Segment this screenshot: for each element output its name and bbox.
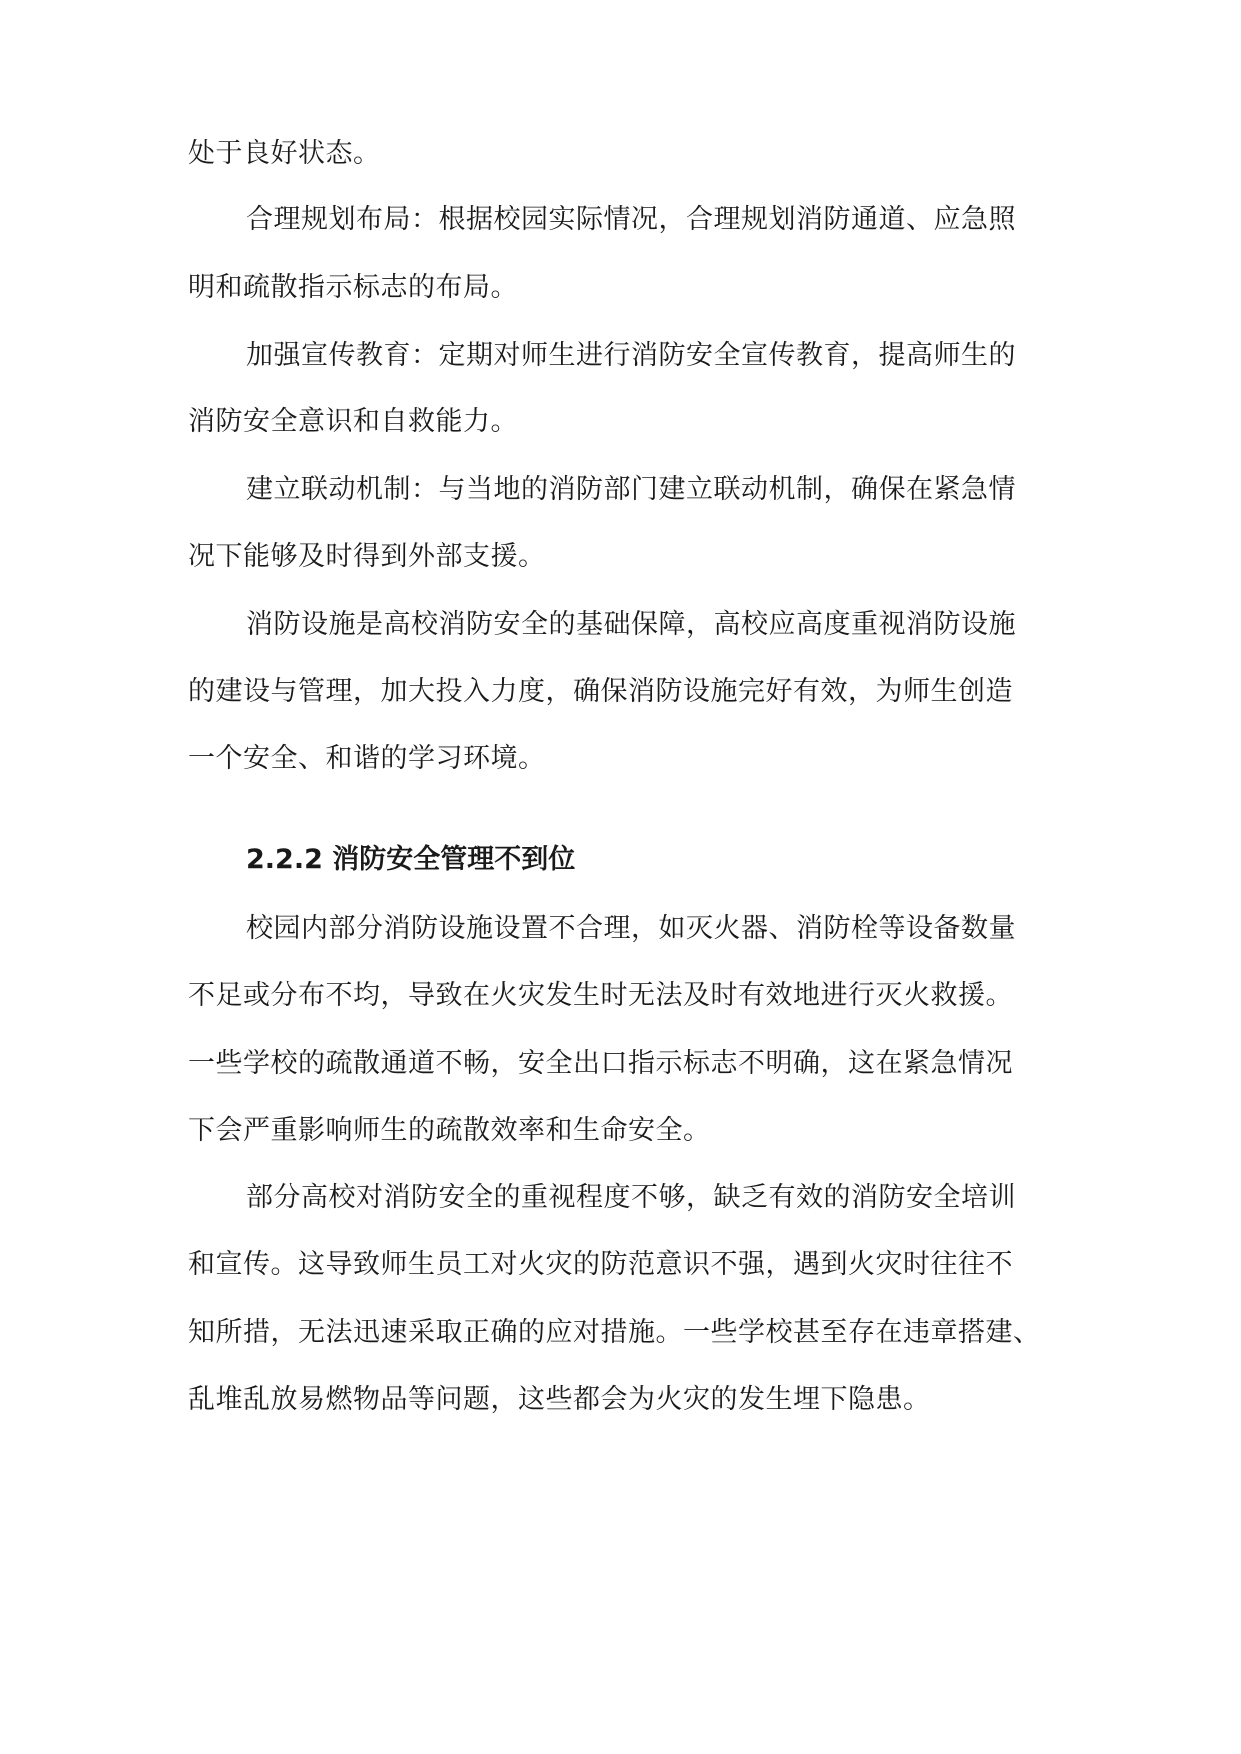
paragraph-line: 一些学校的疏散通道不畅，安全出口指示标志不明确，这在紧急情况	[188, 1048, 1013, 1079]
paragraph-line: 加强宣传教育：定期对师生进行消防安全宣传教育，提高师生的	[246, 340, 1016, 371]
paragraph-line: 建立联动机制：与当地的消防部门建立联动机制，确保在紧急情	[246, 474, 1016, 505]
paragraph-line: 校园内部分消防设施设置不合理，如灭火器、消防栓等设备数量	[246, 913, 1016, 944]
paragraph-line: 一个安全、和谐的学习环境。	[188, 743, 546, 774]
paragraph-line: 下会严重影响师生的疏散效率和生命安全。	[188, 1115, 711, 1146]
paragraph-line: 知所措，无法迅速采取正确的应对措施。一些学校甚至存在违章搭建、	[188, 1317, 1041, 1348]
paragraph-line: 乱堆乱放易燃物品等问题，这些都会为火灾的发生埋下隐患。	[188, 1384, 931, 1415]
paragraph-line: 消防安全意识和自救能力。	[188, 406, 518, 437]
paragraph-line: 部分高校对消防安全的重视程度不够，缺乏有效的消防安全培训	[246, 1182, 1016, 1213]
section-heading: 2.2.2 消防安全管理不到位	[246, 844, 576, 875]
paragraph-line: 处于良好状态。	[188, 138, 381, 169]
paragraph-line: 况下能够及时得到外部支援。	[188, 541, 546, 572]
paragraph-line: 消防设施是高校消防安全的基础保障，高校应高度重视消防设施	[246, 609, 1016, 640]
paragraph-line: 不足或分布不均，导致在火灾发生时无法及时有效地进行灭火救援。	[188, 980, 1013, 1011]
paragraph-line: 明和疏散指示标志的布局。	[188, 272, 518, 303]
paragraph-line: 和宣传。这导致师生员工对火灾的防范意识不强，遇到火灾时往往不	[188, 1249, 1013, 1280]
paragraph-line: 合理规划布局：根据校园实际情况，合理规划消防通道、应急照	[246, 204, 1016, 235]
paragraph-line: 的建设与管理，加大投入力度，确保消防设施完好有效，为师生创造	[188, 676, 1013, 707]
